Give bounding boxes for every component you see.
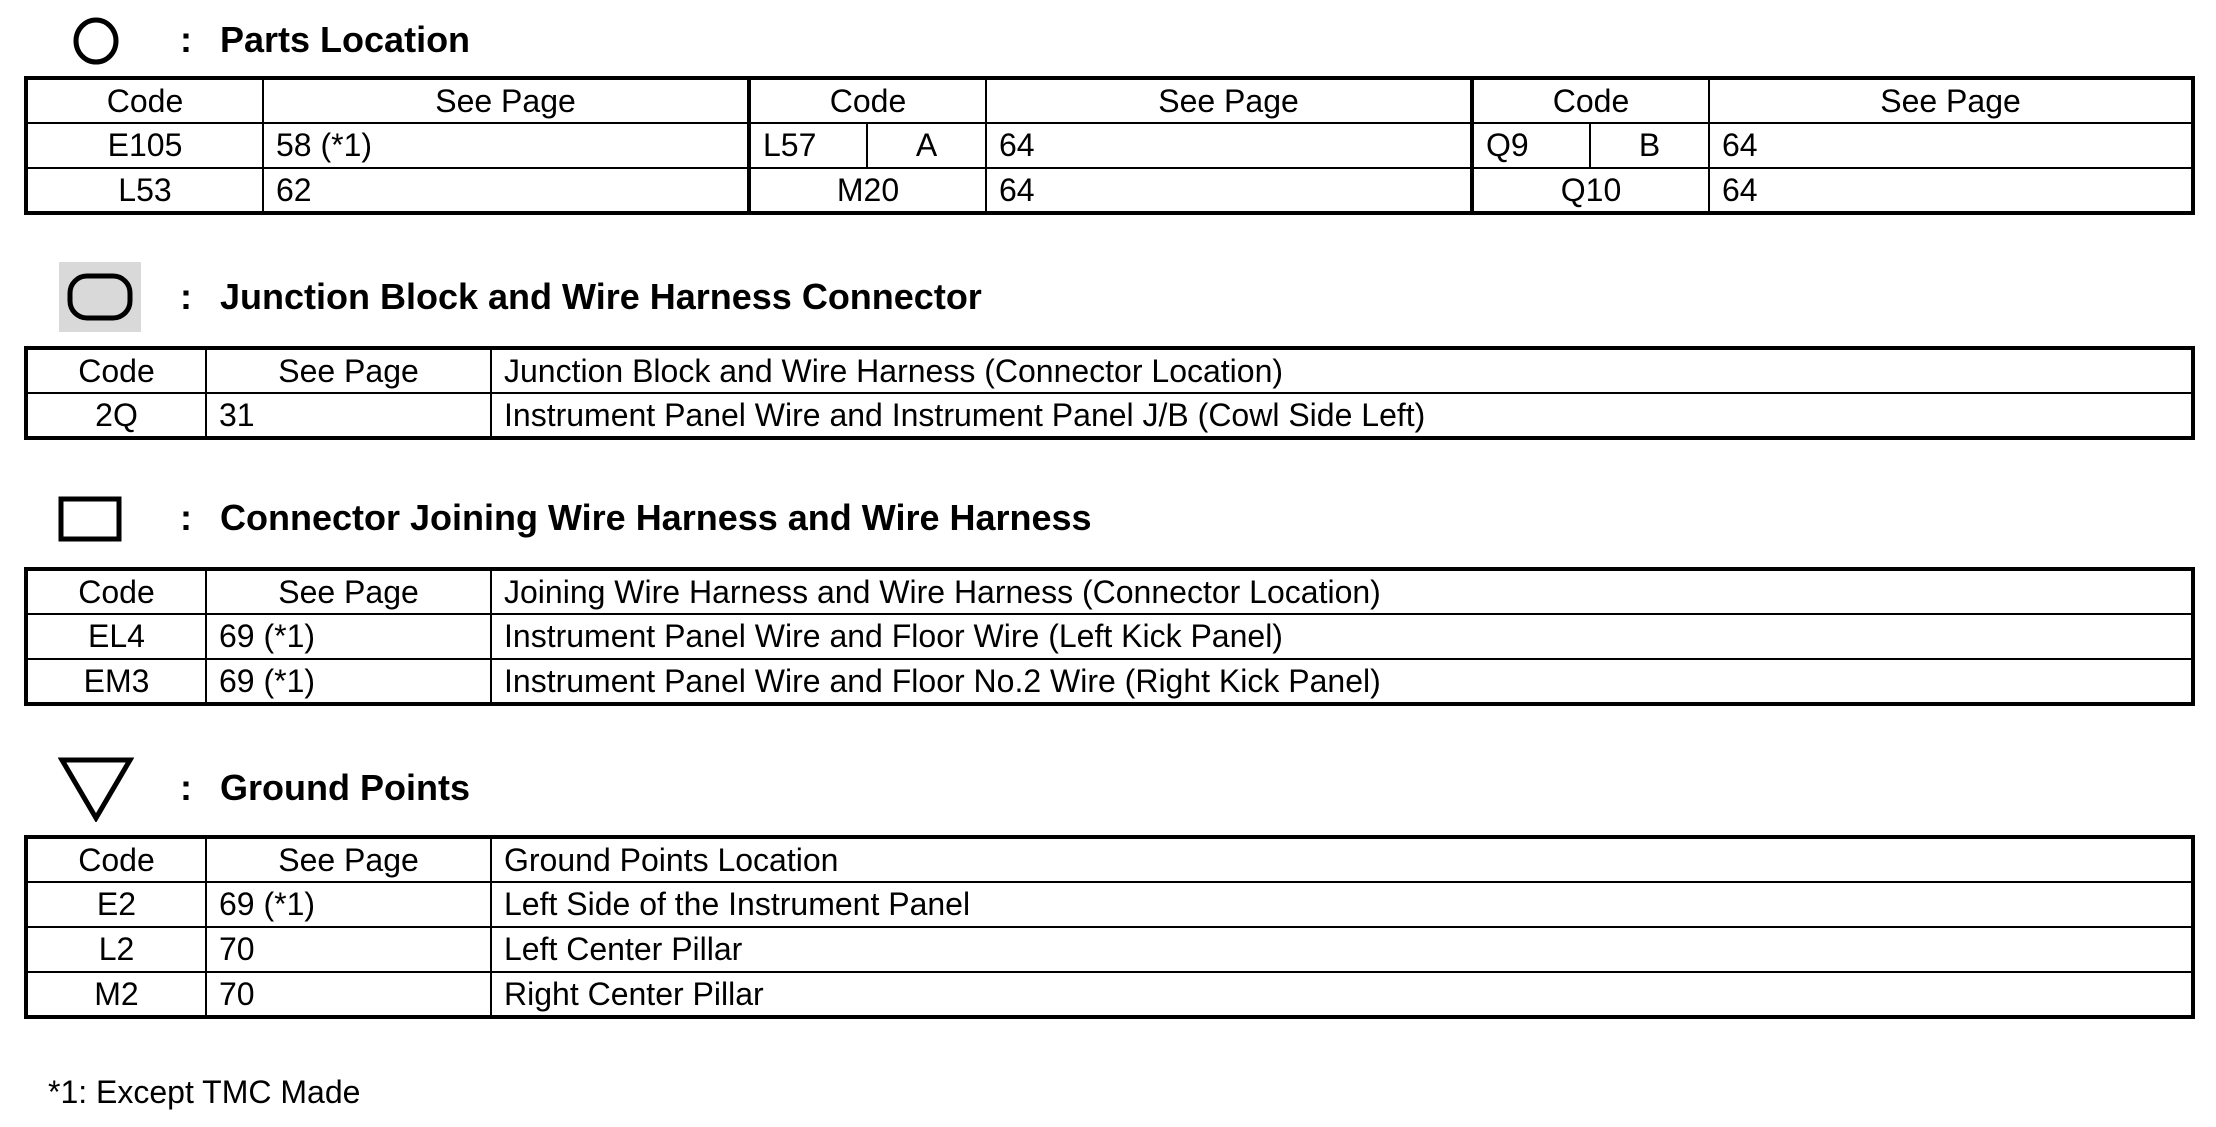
description-cell: Instrument Panel Wire and Floor No.2 Wire (Right Kick Panel): [491, 659, 2193, 704]
code-cell: Q9: [1472, 123, 1590, 168]
page-cell: 58 (*1): [263, 123, 749, 168]
description-cell: Left Side of the Instrument Panel: [491, 882, 2193, 927]
table-row: [26, 927, 2193, 972]
triangle-down-icon: [58, 756, 134, 822]
rectangle-icon: [58, 496, 122, 542]
section-header-connector-joining: [0, 490, 1300, 546]
section-header-parts-location: [0, 12, 800, 68]
page-cell: 69 (*1): [206, 659, 491, 704]
table-row: [26, 972, 2193, 1017]
table-row: [26, 659, 2193, 704]
footnote: *1: Except TMC Made: [48, 1074, 361, 1110]
section-colon: :: [180, 276, 192, 317]
column-header: See Page: [206, 837, 491, 882]
section-header-junction-block: [0, 262, 1200, 332]
description-cell: Instrument Panel Wire and Instrument Panel J/B (Cowl Side Left): [491, 393, 2193, 438]
code-cell: L53: [26, 168, 263, 213]
code-suffix-cell: A: [867, 123, 986, 168]
page-cell: 64: [986, 123, 1472, 168]
rounded-rect-icon: [59, 262, 141, 332]
code-cell: L2: [26, 927, 206, 972]
page-cell: 64: [986, 168, 1472, 213]
code-cell: EM3: [26, 659, 206, 704]
table-row: [26, 393, 2193, 438]
table-header-row: [26, 78, 2193, 123]
column-header: See Page: [986, 78, 1472, 123]
column-header: Code: [26, 569, 206, 614]
code-cell: EL4: [26, 614, 206, 659]
column-header: Junction Block and Wire Harness (Connector Location): [491, 348, 2193, 393]
section-colon: :: [180, 767, 192, 808]
section-title: Parts Location: [220, 19, 471, 60]
table-header-row: [26, 837, 2193, 882]
column-header: See Page: [1709, 78, 2193, 123]
description-cell: Left Center Pillar: [491, 927, 2193, 972]
page-cell: 31: [206, 393, 491, 438]
code-cell: 2Q: [26, 393, 206, 438]
page-cell: 69 (*1): [206, 882, 491, 927]
page-cell: 70: [206, 972, 491, 1017]
column-header: Code: [26, 837, 206, 882]
circle-icon: [72, 16, 120, 66]
page-cell: 69 (*1): [206, 614, 491, 659]
column-header: See Page: [206, 569, 491, 614]
column-header: Code: [26, 348, 206, 393]
code-cell: Q10: [1472, 168, 1709, 213]
parts-location-table: [24, 76, 2195, 215]
table-header-row: [26, 348, 2193, 393]
section-colon: :: [180, 497, 192, 538]
table-header-row: [26, 569, 2193, 614]
column-header: Code: [1472, 78, 1709, 123]
column-header: Code: [26, 78, 263, 123]
page-cell: 64: [1709, 123, 2193, 168]
section-title: Ground Points: [220, 767, 470, 808]
column-header: Ground Points Location: [491, 837, 2193, 882]
code-cell: M2: [26, 972, 206, 1017]
section-header-ground-points: [0, 754, 800, 822]
page-cell: 64: [1709, 168, 2193, 213]
description-cell: Right Center Pillar: [491, 972, 2193, 1017]
table-row: [26, 882, 2193, 927]
column-header: Joining Wire Harness and Wire Harness (Connector Location): [491, 569, 2193, 614]
column-header: See Page: [206, 348, 491, 393]
code-suffix-cell: B: [1590, 123, 1709, 168]
code-cell: E105: [26, 123, 263, 168]
table-row: [26, 168, 2193, 213]
ground-points-table: [24, 835, 2195, 1019]
table-row: [26, 123, 2193, 168]
code-cell: E2: [26, 882, 206, 927]
page-cell: 62: [263, 168, 749, 213]
connector-joining-table: [24, 567, 2195, 706]
table-row: [26, 614, 2193, 659]
code-cell: M20: [749, 168, 986, 213]
section-title: Junction Block and Wire Harness Connector: [220, 276, 982, 317]
code-cell: L57: [749, 123, 867, 168]
section-title: Connector Joining Wire Harness and Wire Harness: [220, 497, 1092, 538]
page-cell: 70: [206, 927, 491, 972]
description-cell: Instrument Panel Wire and Floor Wire (Left Kick Panel): [491, 614, 2193, 659]
section-colon: :: [180, 19, 192, 60]
column-header: See Page: [263, 78, 749, 123]
column-header: Code: [749, 78, 986, 123]
junction-block-table: [24, 346, 2195, 440]
